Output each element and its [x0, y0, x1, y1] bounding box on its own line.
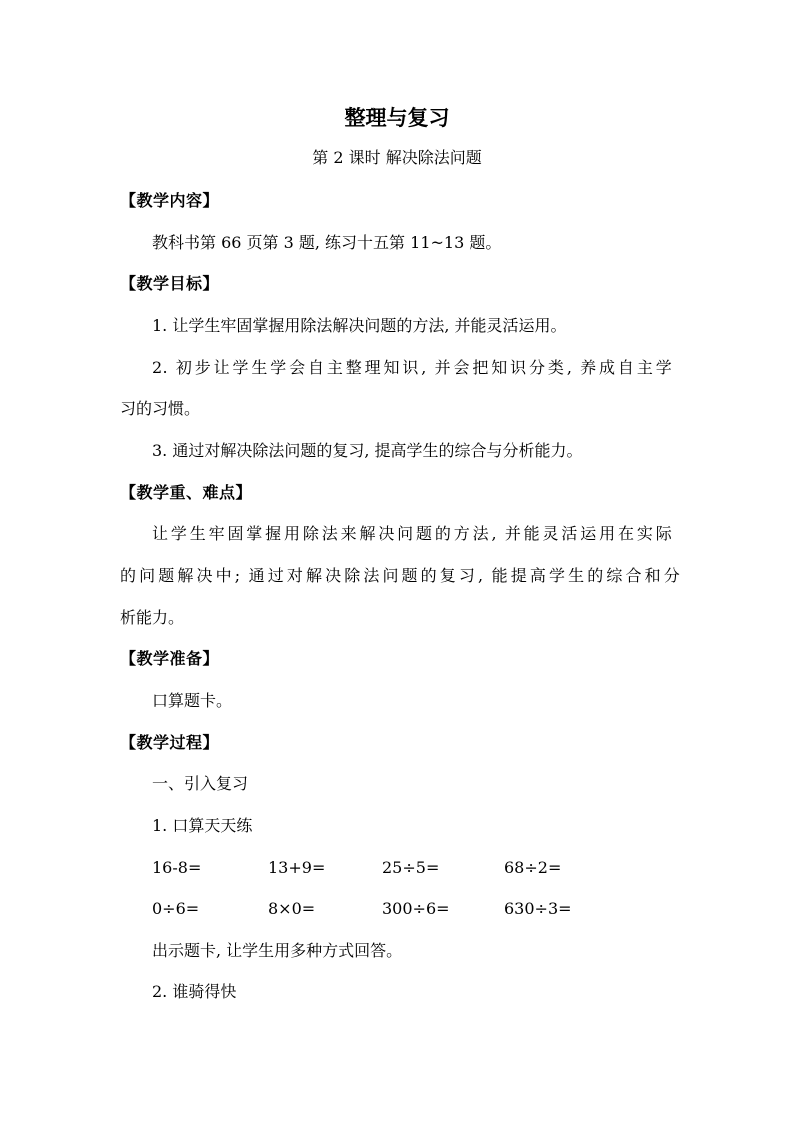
calc-item: 300÷6=	[382, 899, 450, 918]
calc-item: 630÷3=	[504, 899, 572, 918]
calc-item: 13+9=	[268, 858, 326, 877]
calc-item: 68÷2=	[504, 858, 562, 877]
goal-2-line-1: 2. 初步让学生学会自主整理知识, 并会把知识分类, 养成自主学	[152, 358, 672, 377]
calc-item: 16-8=	[152, 858, 202, 877]
key-points-line-3: 析能力。	[120, 608, 185, 627]
document-title: 整理与复习	[344, 106, 450, 130]
heading-teaching-content: 【教学内容】	[120, 191, 220, 210]
goal-3: 3. 通过对解决除法问题的复习, 提高学生的综合与分析能力。	[152, 441, 583, 460]
preparation-text: 口算题卡。	[152, 691, 233, 710]
calc-item: 8×0=	[268, 899, 316, 918]
document-subtitle: 第 2 课时 解决除法问题	[312, 148, 482, 167]
step-intro-review: 一、引入复习	[152, 774, 249, 793]
key-points-line-1: 让学生牢固掌握用除法来解决问题的方法, 并能灵活运用在实际	[152, 524, 672, 543]
heading-key-difficult-points: 【教学重、难点】	[120, 483, 253, 502]
goal-2-line-2: 习的习惯。	[120, 399, 201, 418]
heading-teaching-preparation: 【教学准备】	[120, 649, 220, 668]
goal-1: 1. 让学生牢固掌握用除法解决问题的方法, 并能灵活运用。	[152, 316, 567, 335]
calc-item: 25÷5=	[382, 858, 440, 877]
heading-teaching-process: 【教学过程】	[120, 733, 220, 752]
calc-item: 0÷6=	[152, 899, 200, 918]
key-points-line-2: 的问题解决中; 通过对解决除法问题的复习, 能提高学生的综合和分	[120, 566, 680, 585]
heading-teaching-goals: 【教学目标】	[120, 274, 220, 293]
teaching-content-text: 教科书第 66 页第 3 题, 练习十五第 11~13 题。	[152, 233, 502, 252]
step-1-oral-calculation: 1. 口算天天练	[152, 816, 253, 835]
show-cards-instruction: 出示题卡, 让学生用多种方式回答。	[152, 941, 403, 960]
step-2-who-rides-faster: 2. 谁骑得快	[152, 982, 237, 1001]
